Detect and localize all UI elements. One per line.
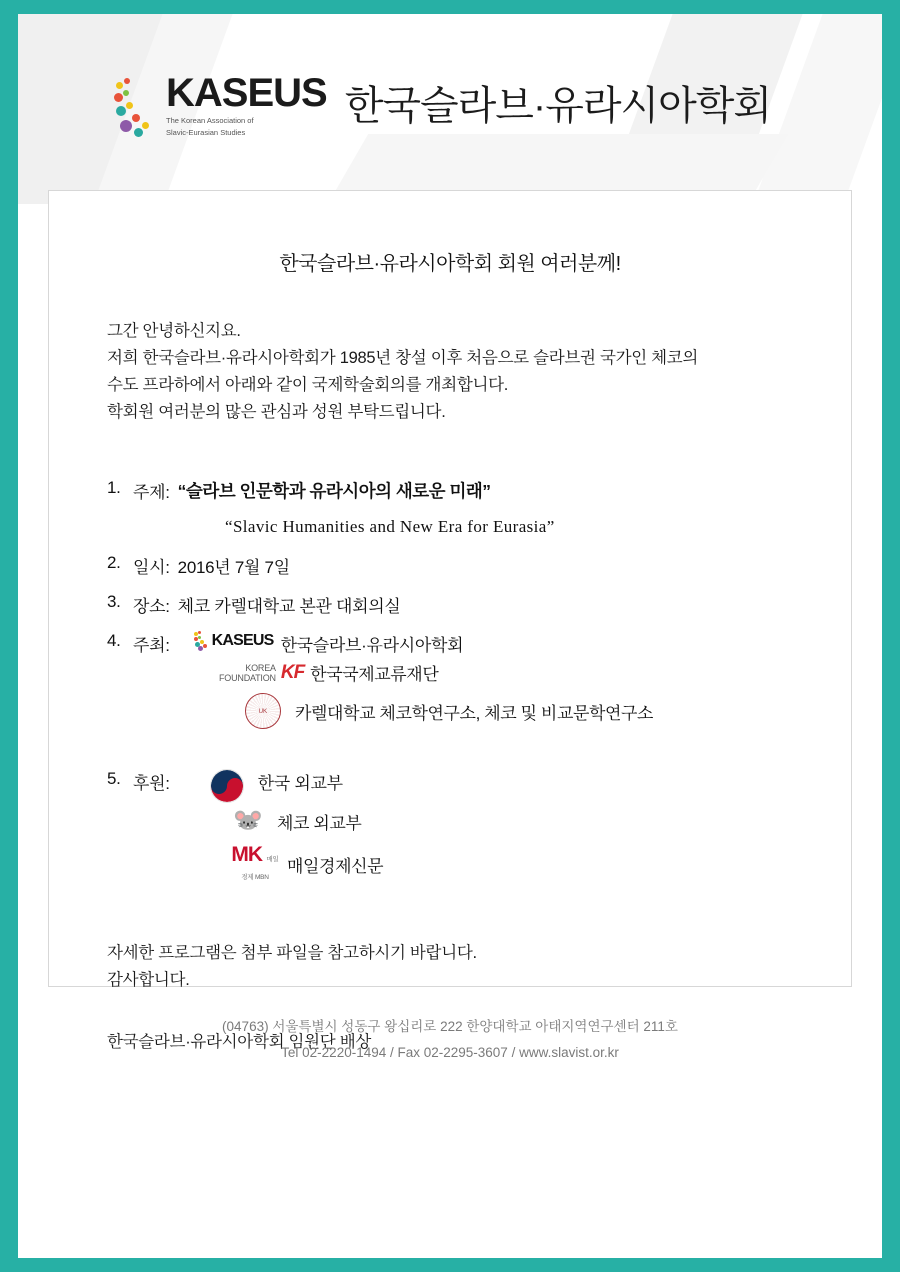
item-number: 3.: [107, 592, 121, 611]
kaseus-logo-mark-icon: [194, 631, 210, 651]
list-item-venue: [107, 592, 851, 617]
intro-line-4: 학회원 여러분의 많은 관심과 성원 부탁드립니다.: [107, 403, 446, 421]
kaseus-logo: [114, 72, 771, 140]
item-value: 체코 카렐대학교 본관 대회의실: [177, 597, 401, 616]
item-number: 5.: [107, 769, 121, 788]
mk-mark: MK: [231, 843, 263, 866]
organizer-name: 한국국제교류재단: [310, 665, 439, 684]
kaseus-subtitle-line1: The Korean Association of: [166, 116, 254, 125]
document-page: [18, 14, 882, 1258]
list-item-topic: [107, 478, 851, 503]
korea-taegeuk-emblem-icon: [210, 769, 244, 803]
organizer-name: 한국슬라브·유라시아학회: [280, 636, 464, 655]
kaseus-subtitle-line2: Slavic-Eurasian Studies: [166, 128, 246, 137]
list-item-sponsors: [107, 769, 851, 803]
page-footer: [18, 1014, 882, 1066]
details-list: [107, 478, 851, 884]
signoff: 한국슬라브·유라시아학회 임원단 배상: [107, 1033, 371, 1051]
kaseus-korean-name: 한국슬라브·유라시아학회: [344, 84, 772, 128]
czech-lion-emblem-icon: 🐭: [233, 807, 263, 834]
kaseus-logo-mark-icon: [114, 78, 160, 140]
kaseus-wordmark: KASEUS: [166, 71, 327, 115]
kf-korea-label: [219, 663, 276, 683]
item-label: 장소:: [133, 597, 170, 616]
tail-line-2: 감사합니다.: [107, 971, 190, 989]
sponsor-name: 매일경제신문: [287, 857, 384, 876]
item-label: 주최:: [133, 636, 170, 655]
kaseus-wordmark-small: KASEUS: [211, 632, 274, 649]
charles-university-seal-icon: [245, 693, 281, 729]
notice-title: 한국슬라브·유라시아학회 회원 여러분께!: [279, 253, 621, 275]
topic-korean: “슬라브 인문학과 유라시아의 새로운 미래”: [177, 481, 491, 501]
mk-caption: 매일경제 MBN: [241, 856, 279, 881]
item-label: 후원:: [133, 774, 170, 793]
sponsor-name: 한국 외교부: [257, 774, 343, 793]
organizer-row-kf: [219, 660, 851, 685]
list-item-organizers: [107, 631, 851, 656]
sponsor-name: 체코 외교부: [277, 813, 362, 833]
sponsor-row-czech: [233, 805, 851, 837]
sponsor-row-mk: [229, 845, 851, 884]
kaseus-logo-small: [194, 631, 274, 651]
kf-line1: KOREA: [245, 662, 276, 673]
footer-contact: Tel 02-2220-1494 / Fax 02-2295-3607 / www.slavist.or.kr: [281, 1045, 619, 1060]
korea-foundation-logo-icon: [219, 662, 304, 684]
organizer-row-charles: [245, 693, 851, 729]
intro-line-2: 저희 한국슬라브·유라시아학회가 1985년 창설 이후 처음으로 슬라브권 국가인 체코의: [107, 349, 699, 367]
item-number: 4.: [107, 631, 121, 650]
footer-address: (04763) 서울특별시 성동구 왕십리로 222 한양대학교 아태지역연구센터 211호: [222, 1019, 678, 1034]
item-label: 일시:: [133, 558, 170, 577]
tail-line-1: 자세한 프로그램은 첨부 파일을 참고하시기 바랍니다.: [107, 944, 477, 962]
topic-english: “Slavic Humanities and New Era for Eurasia”: [225, 517, 555, 536]
organizer-name: 카렐대학교 체코학연구소, 체코 및 비교문학연구소: [295, 703, 654, 723]
item-number: 2.: [107, 553, 121, 572]
kf-mark: KF: [280, 661, 305, 683]
intro-line-3: 수도 프라하에서 아래와 같이 국제학술회의를 개최합니다.: [107, 376, 509, 394]
item-value: 2016년 7월 7일: [177, 558, 290, 577]
item-number: 1.: [107, 478, 121, 497]
item-label: 주제:: [133, 483, 170, 502]
maeil-business-logo-icon: [229, 845, 281, 884]
kf-line2: FOUNDATION: [219, 672, 276, 683]
intro-line-1: 그간 안녕하신지요.: [107, 322, 241, 340]
page-header: [18, 14, 882, 190]
seal-text: UK: [258, 707, 268, 715]
list-item-date: [107, 553, 851, 578]
